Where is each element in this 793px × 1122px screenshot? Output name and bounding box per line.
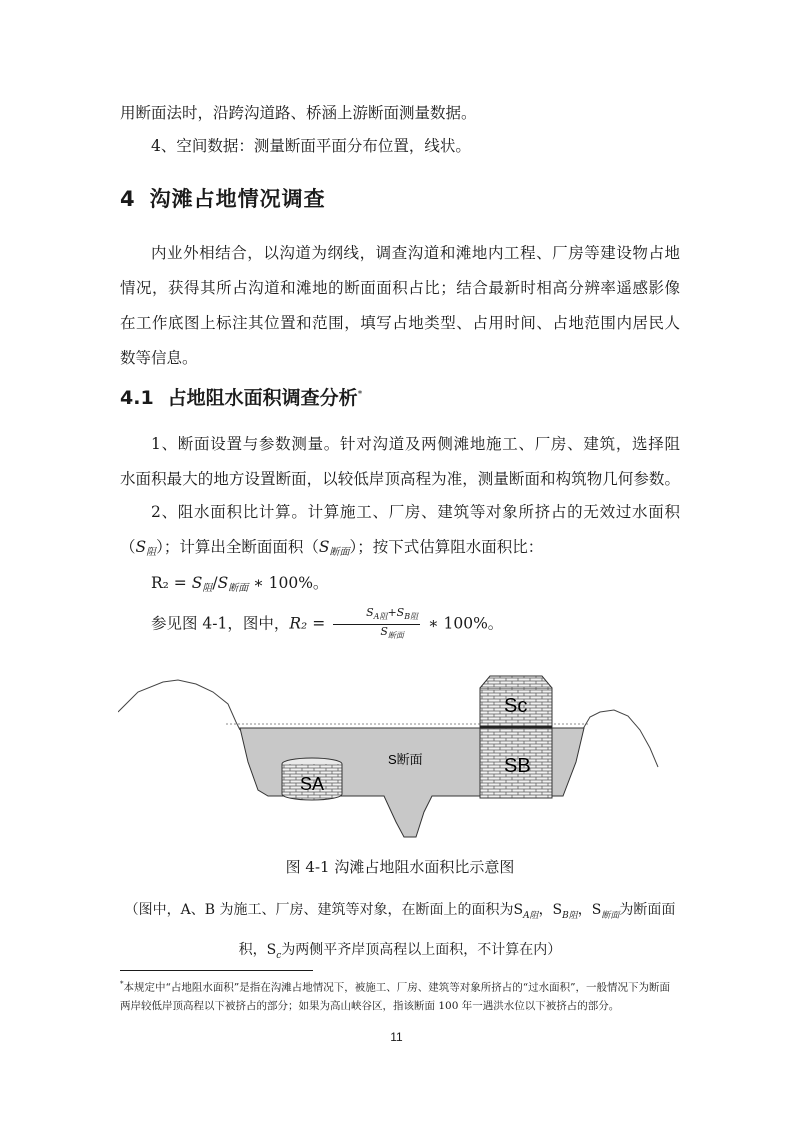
label-sb: SB [504,755,531,777]
s-zu-sub: 阻 [146,547,157,558]
subsection-heading [120,383,362,410]
formula-ref [120,606,680,643]
formula-s-dm: S [217,574,229,592]
ref-r2: R₂ = [289,614,331,633]
s-dm-sub: 断面 [329,547,350,558]
footnote-rule [120,970,313,971]
ref-prefix: 参见图 4-1，图中， [151,614,290,633]
subsection-number: 4.1 [120,387,154,409]
section-number: 4 [120,187,136,211]
paragraph-continuation: 用断面法时，沿跨沟道路、桥涵上游断面测量数据。 [120,104,477,122]
formula-sub-zu: 阻 [202,583,213,594]
subsection-title: 占地阻水面积调查分析 [167,387,358,409]
fraction-numerator: $S_{A阻}+S_{B阻}$ [333,606,420,625]
ratio-line-2-end: ）；按下式估算阻水面积比： [349,538,544,556]
footnote-marker: * [357,389,363,400]
formula-times: ∗ 100%。 [248,574,329,592]
ref-times: ∗ 100%。 [423,614,504,633]
intro-line-4: 数等信息。 [120,349,198,367]
figure-note-line-1: （图中，A、B 为施工、厂房、建筑等对象，在断面上的面积为$S_{A阻}$，$S_{B阻}$，$S_{断面}$为断面面 [124,902,676,921]
formula-s-zu: S [191,574,203,592]
footnote: *本规定中“占地阻水面积”是指在沟滩占地情况下，被施工、厂房、建筑等对象所挤占的“过水面积”，一般情况下为断面两岸较低岸顶高程以下被挤占的部分；如果为高山峡谷区，指该断面 100 年一遇洪水位以下被挤占的部分。 [120,980,670,1012]
intro-line-2: 情况，获得其所占沟道和滩地的断面面积占比；结合最新时相高分辨率遥感影像 [120,279,680,297]
paren-open: （ [120,538,136,556]
ratio-line-1: 2、阻水面积比计算。计算施工、厂房、建筑等对象所挤占的无效过水面积 [151,503,680,521]
s-zu-symbol: S [135,538,147,556]
paragraph-section-setup [120,427,680,497]
formula-sub-dm: 断面 [228,583,249,594]
r2-label: R₂ = [151,574,192,592]
cross-section-diagram [118,672,678,842]
paragraph-intro [120,236,680,376]
label-sa: SA [300,774,325,794]
setup-line-1: 1、断面设置与参数测量。针对沟道及两侧滩地施工、厂房、建筑，选择阻 [151,435,680,453]
paragraph-spatial-data: 4、空间数据：测量断面平面分布位置，线状。 [151,137,471,155]
fraction [333,606,420,643]
formula-r2 [120,566,680,606]
label-sc: Sc [504,695,528,717]
figure-caption: 图 4-1 沟滩占地阻水面积比示意图 [285,858,515,876]
intro-line-3: 在工作底图上标注其位置和范围，填写占地类型、占用时间、占地范围内居民人 [120,314,680,332]
intro-line-1: 内业外相结合，以沟道为纲线，调查沟道和滩地内工程、厂房等建设物占地 [151,244,680,262]
fraction-denominator: $S_{断面}$ [380,625,404,641]
section-title: 沟滩占地情况调查 [149,187,326,211]
ratio-line-2-mid: ）；计算出全断面面积（ [156,538,319,556]
right-bank-terrain [580,710,658,767]
building-roof [480,676,552,688]
s-dm-symbol: S [318,538,330,556]
figure-note-line-2: 积，$S_c$为两侧平齐岸顶高程以上面积，不计算在内） [238,941,562,961]
ratio-line-2 [120,530,680,570]
label-sdm: S断面 [388,752,423,767]
formula-slash: / [212,574,218,592]
page-number: 11 [390,1030,403,1044]
figure-note [120,893,680,973]
section-heading [120,183,326,213]
left-bank-terrain [118,680,240,730]
paragraph-ratio-calc [120,495,680,570]
setup-line-2: 水面积最大的地方设置断面，以较低岸顶高程为准，测量断面和构筑物几何参数。 [120,470,680,488]
